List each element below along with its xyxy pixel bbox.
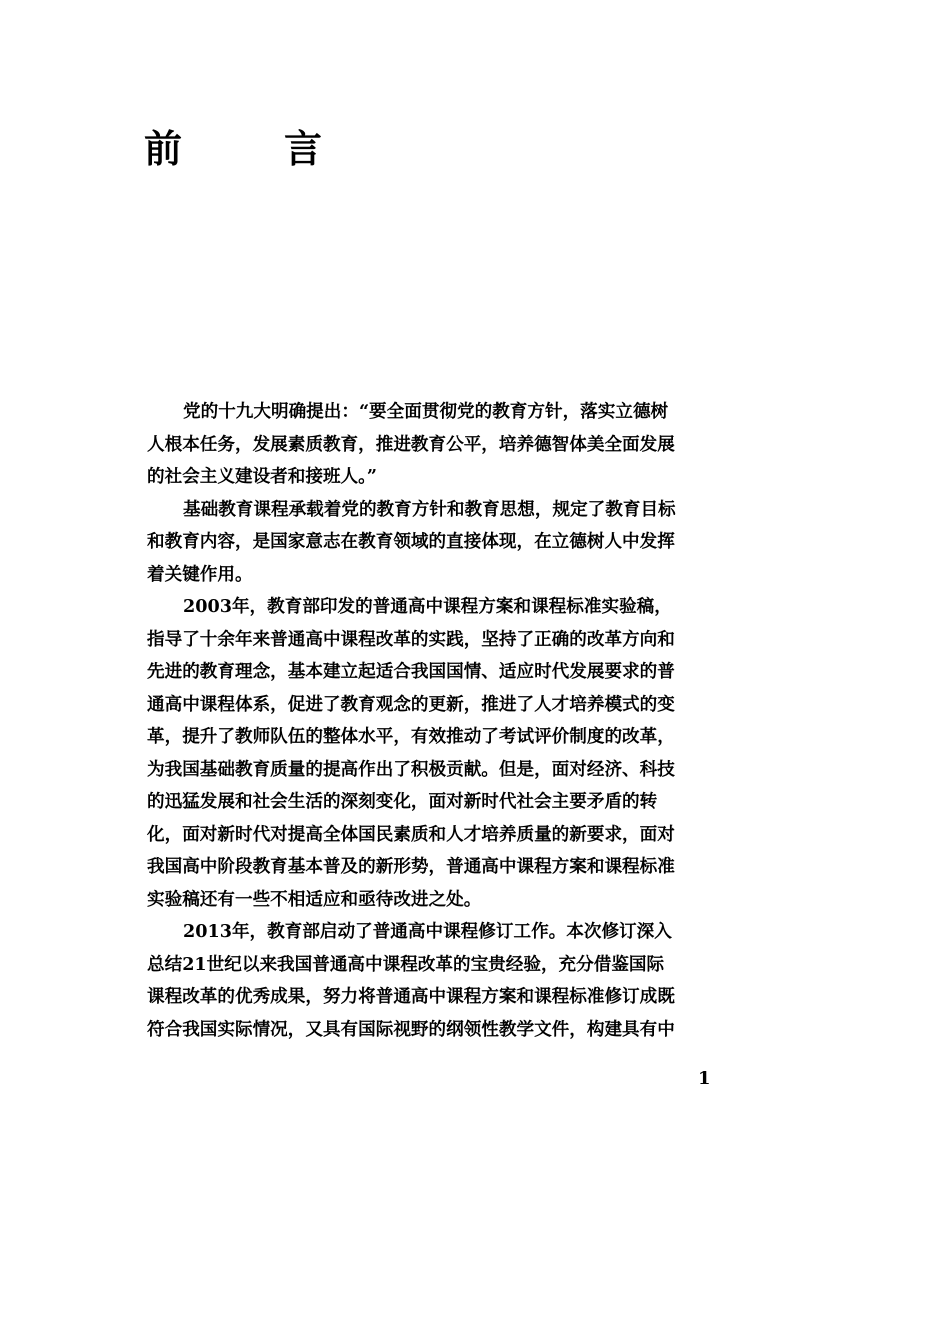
text-line: 为我国基础教育质量的提高作出了积极贡献。但是，面对经济、科技 <box>147 758 675 780</box>
text-line: 的迅猛发展和社会生活的深刻变化，面对新时代社会主要矛盾的转 <box>147 791 658 812</box>
text-line: 的社会主义建设者和接班人。” <box>147 466 378 487</box>
text-line: 课程改革的优秀成果，努力将普通高中课程方案和课程标准修订成既 <box>147 986 675 1007</box>
body-text <box>147 396 715 1046</box>
page-title: 前 言 <box>144 126 355 171</box>
text-line: 符合我国实际情况，又具有国际视野的纲领性教学文件，构建具有中 <box>147 1018 675 1040</box>
text-line: 总结21世纪以来我国普通高中课程改革的宝贵经验，充分借鉴国际 <box>147 953 665 975</box>
text-line: 2003年，教育部印发的普通高中课程方案和课程标准实验稿， <box>183 596 672 617</box>
text-line: 化，面对新时代对提高全体国民素质和人才培养质量的新要求，面对 <box>147 823 675 845</box>
paragraph-1 <box>147 396 715 494</box>
text-line: 先进的教育理念，基本建立起适合我国国情、适应时代发展要求的普 <box>147 661 675 682</box>
text-line: 基础教育课程承载着党的教育方针和教育思想，规定了教育目标 <box>183 498 676 520</box>
text-line: 人根本任务，发展素质教育，推进教育公平，培养德智体美全面发展 <box>147 433 675 455</box>
text-line: 和教育内容，是国家意志在教育领域的直接体现，在立德树人中发挥 <box>147 531 675 552</box>
paragraph-3 <box>147 591 715 916</box>
text-line: 2013年，教育部启动了普通高中课程修订工作。本次修订深入 <box>183 921 672 942</box>
paragraph-4 <box>147 916 715 1046</box>
page-number: 1 <box>698 1068 711 1089</box>
text-line: 党的十九大明确提出：“要全面贯彻党的教育方针，落实立德树 <box>183 401 669 422</box>
text-line: 通高中课程体系，促进了教育观念的更新，推进了人才培养模式的变 <box>147 693 675 715</box>
paragraph-2 <box>147 494 715 592</box>
text-line: 革，提升了教师队伍的整体水平，有效推动了考试评价制度的改革， <box>147 726 675 747</box>
text-line: 我国高中阶段教育基本普及的新形势，普通高中课程方案和课程标准 <box>147 856 675 877</box>
text-line: 指导了十余年来普通高中课程改革的实践，坚持了正确的改革方向和 <box>147 628 675 650</box>
text-line: 着关键作用。 <box>147 563 253 585</box>
text-line: 实验稿还有一些不相适应和亟待改进之处。 <box>147 888 482 910</box>
